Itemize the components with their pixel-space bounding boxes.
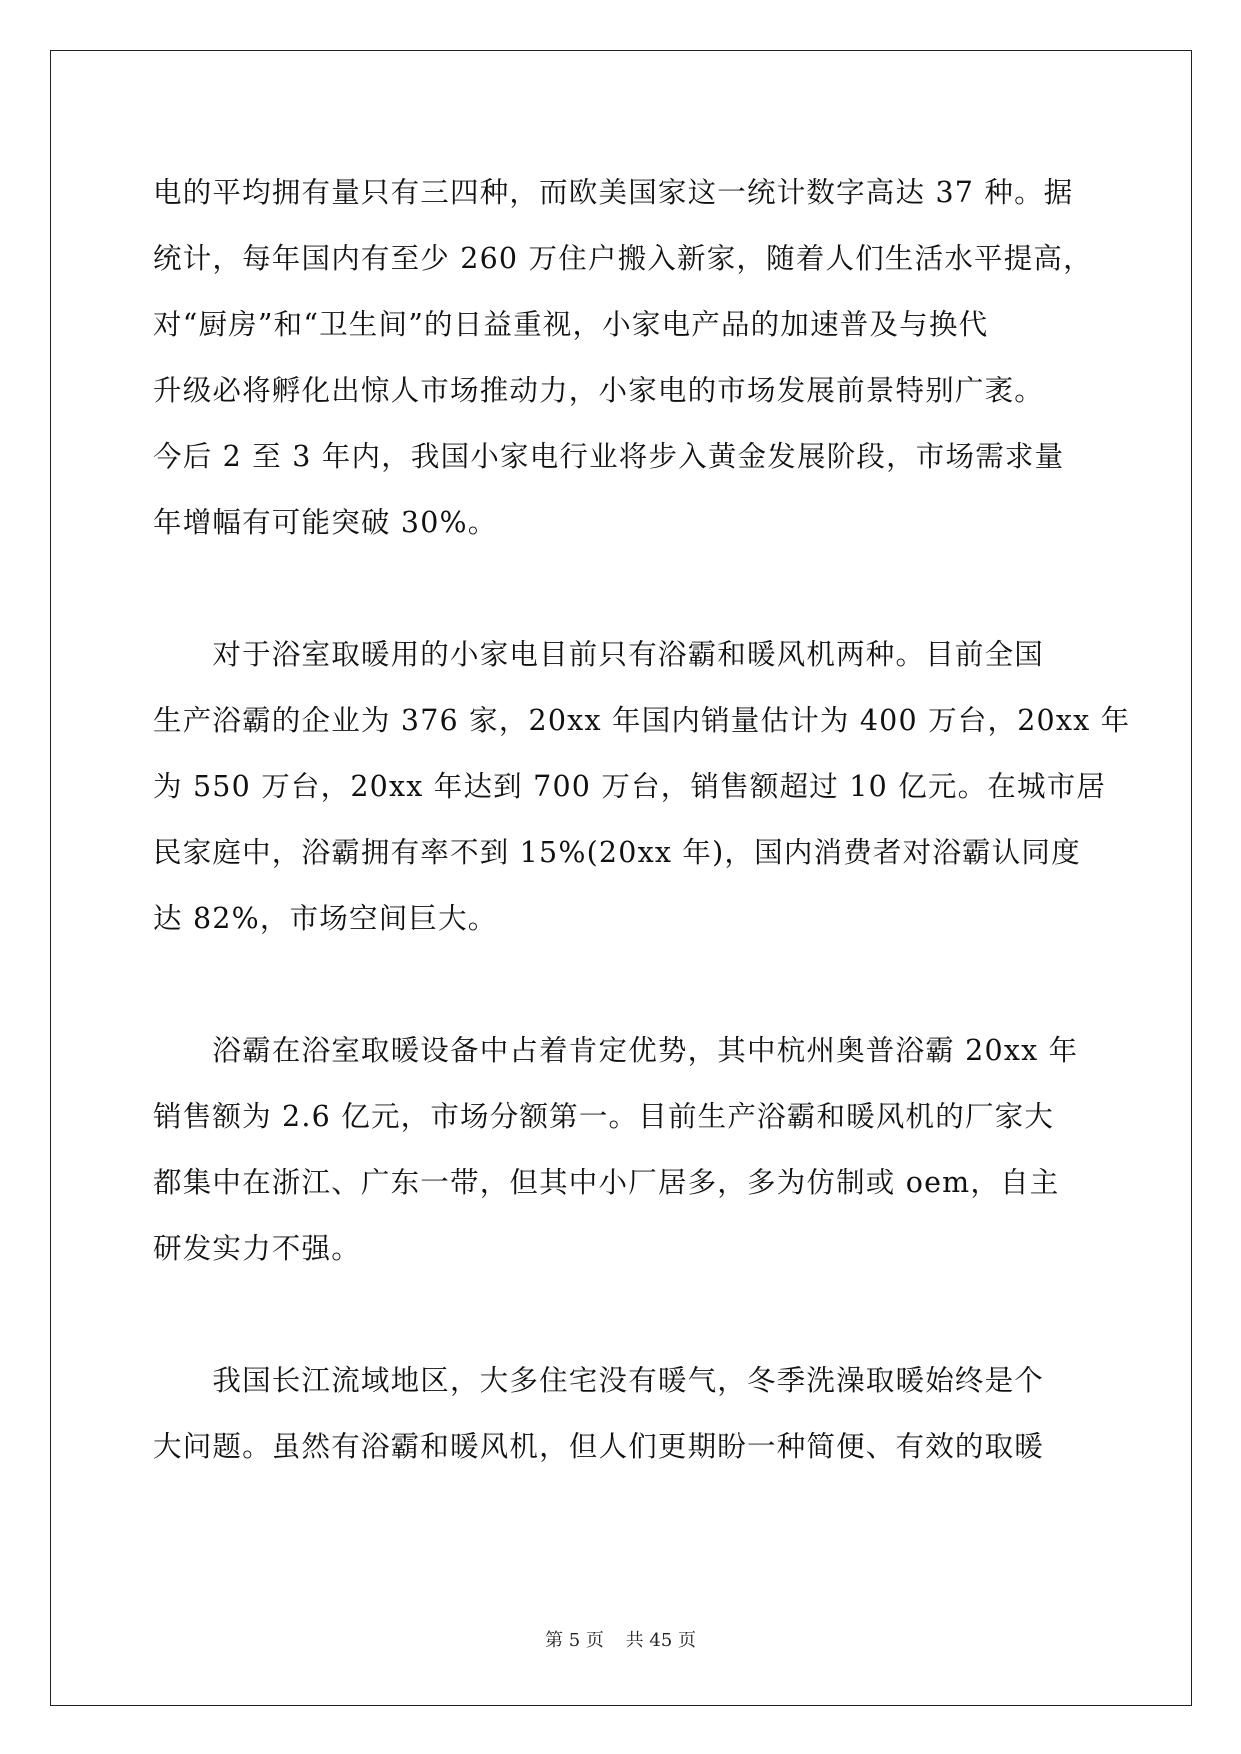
text-line: 为 550 万台，20xx 年达到 700 万台，销售额超过 10 亿元。在城市居 [153,770,1107,803]
text-line: 电的平均拥有量只有三四种，而欧美国家这一统计数字高达 37 种。据 [153,176,1074,209]
blank-line [153,1282,1093,1348]
text-line: 民家庭中，浴霸拥有率不到 15%(20xx 年)，国内消费者对浴霸认同度 [153,836,1081,869]
text-line: 今后 2 至 3 年内，我国小家电行业将步入黄金发展阶段，市场需求量 [153,440,1065,473]
text-line: 都集中在浙江、广东一带，但其中小厂居多，多为仿制或 oem，自主 [153,1166,1060,1199]
text-line: 年增幅有可能突破 30%。 [153,506,498,539]
text-line: 大问题。虽然有浴霸和暖风机，但人们更期盼一种简便、有效的取暖 [153,1430,1045,1463]
document-body [153,160,1131,1480]
text-line: 生产浴霸的企业为 376 家，20xx 年国内销量估计为 400 万台，20xx 年 [153,704,1131,737]
page-total: 共 45 页 [625,1630,696,1651]
page-number: 第 5 页 [545,1630,604,1651]
text-line: 升级必将孵化出惊人市场推动力，小家电的市场发展前景特别广袤。 [153,374,1045,407]
text-line: 我国长江流域地区，大多住宅没有暖气，冬季洗澡取暖始终是个 [153,1364,1045,1397]
blank-line [153,952,1093,1018]
blank-line [153,556,1093,622]
text-line: 研发实力不强。 [153,1232,361,1265]
page-footer [0,1626,1241,1652]
text-line: 对“厨房”和“卫生间”的日益重视，小家电产品的加速普及与换代 [153,308,989,341]
text-line: 对于浴室取暖用的小家电目前只有浴霸和暖风机两种。目前全国 [153,638,1045,671]
text-line: 浴霸在浴室取暖设备中占着肯定优势，其中杭州奥普浴霸 20xx 年 [153,1034,1079,1067]
text-line: 达 82%，市场空间巨大。 [153,902,498,935]
text-line: 销售额为 2.6 亿元，市场分额第一。目前生产浴霸和暖风机的厂家大 [153,1100,1055,1133]
text-line: 统计，每年国内有至少 260 万住户搬入新家，随着人们生活水平提高， [153,242,1093,275]
